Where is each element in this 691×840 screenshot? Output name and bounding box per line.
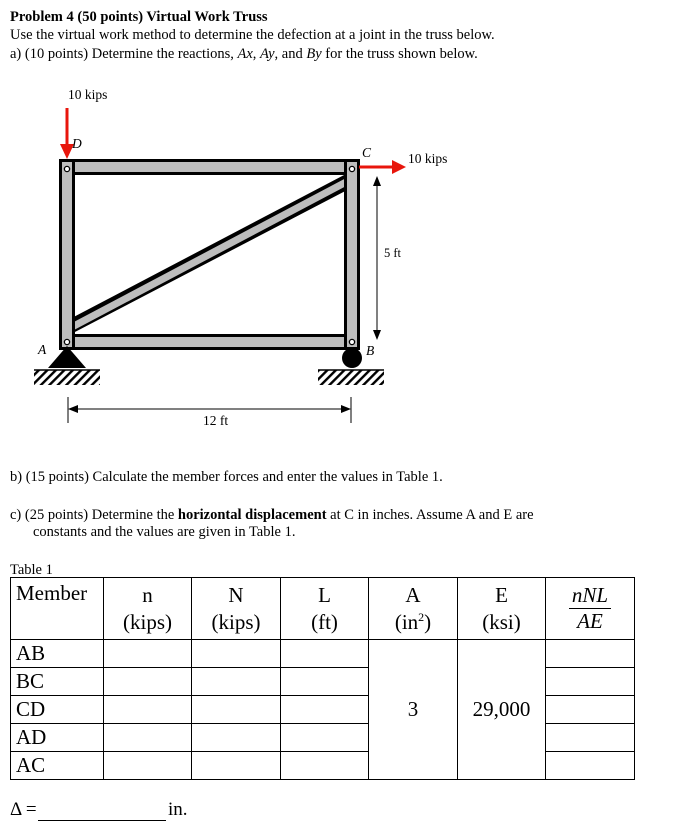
part-b-text: b) (15 points) Calculate the member forces and enter the values in Table 1. xyxy=(10,469,443,485)
header-A: A $(in^2)$ xyxy=(369,578,458,640)
header-ratio: nNL AE xyxy=(546,578,635,640)
joint-label-c: C xyxy=(362,145,372,160)
input-ratio[interactable] xyxy=(546,696,635,724)
input-ratio[interactable] xyxy=(546,724,635,752)
input-N[interactable] xyxy=(192,696,281,724)
header-L: L (ft) xyxy=(281,578,369,640)
input-L[interactable] xyxy=(281,752,369,780)
height-label: 5 ft xyxy=(384,246,402,260)
header-member: Member xyxy=(11,578,104,640)
input-n[interactable] xyxy=(104,668,192,696)
table-1 xyxy=(10,577,635,780)
answer-unit: in. xyxy=(168,799,188,820)
problem-title: Problem 4 (50 points) Virtual Work Truss xyxy=(10,9,268,25)
input-L[interactable] xyxy=(281,640,369,668)
input-ratio[interactable] xyxy=(546,640,635,668)
height-dimension xyxy=(373,176,381,340)
input-ratio[interactable] xyxy=(546,668,635,696)
table-caption: Table 1 xyxy=(10,562,53,578)
input-L[interactable] xyxy=(281,668,369,696)
member-cell: CD xyxy=(11,696,104,724)
input-N[interactable] xyxy=(192,724,281,752)
header-n: n (kips) xyxy=(104,578,192,640)
modulus-cell: 29,000 xyxy=(458,640,546,780)
joint-label-a: A xyxy=(38,342,47,357)
input-n[interactable] xyxy=(104,724,192,752)
answer-blank[interactable] xyxy=(38,820,166,821)
load-label-right: 10 kips xyxy=(408,151,448,166)
member-cell: BC xyxy=(11,668,104,696)
roller-support-b xyxy=(342,348,362,368)
input-N[interactable] xyxy=(192,752,281,780)
answer-label: Δ = xyxy=(10,799,37,820)
member-cell: AC xyxy=(11,752,104,780)
member-cell: AB xyxy=(11,640,104,668)
header-E: E (ksi) xyxy=(458,578,546,640)
input-L[interactable] xyxy=(281,696,369,724)
load-arrow-c xyxy=(359,160,406,174)
input-n[interactable] xyxy=(104,696,192,724)
problem-intro: Use the virtual work method to determine the defection at a joint in the truss below. xyxy=(10,27,495,43)
input-ratio[interactable] xyxy=(546,752,635,780)
span-label: 12 ft xyxy=(203,413,229,428)
part-c-text: c) (25 points) Determine the horizontal displacement at C in inches. Assume A and E are xyxy=(10,507,534,523)
area-cell: 3 xyxy=(369,640,458,780)
input-L[interactable] xyxy=(281,724,369,752)
load-label-top: 10 kips xyxy=(68,87,108,102)
input-n[interactable] xyxy=(104,640,192,668)
joint-label-b: B xyxy=(366,343,375,358)
part-c-line2: constants and the values are given in Table 1. xyxy=(33,524,296,540)
header-N: N (kips) xyxy=(192,578,281,640)
input-n[interactable] xyxy=(104,752,192,780)
input-N[interactable] xyxy=(192,640,281,668)
part-a-text: a) (10 points) Determine the reactions, Ax, Ay, and By for the truss shown below. xyxy=(10,46,478,62)
joint-label-d: D xyxy=(72,136,82,151)
input-N[interactable] xyxy=(192,668,281,696)
member-cell: AD xyxy=(11,724,104,752)
